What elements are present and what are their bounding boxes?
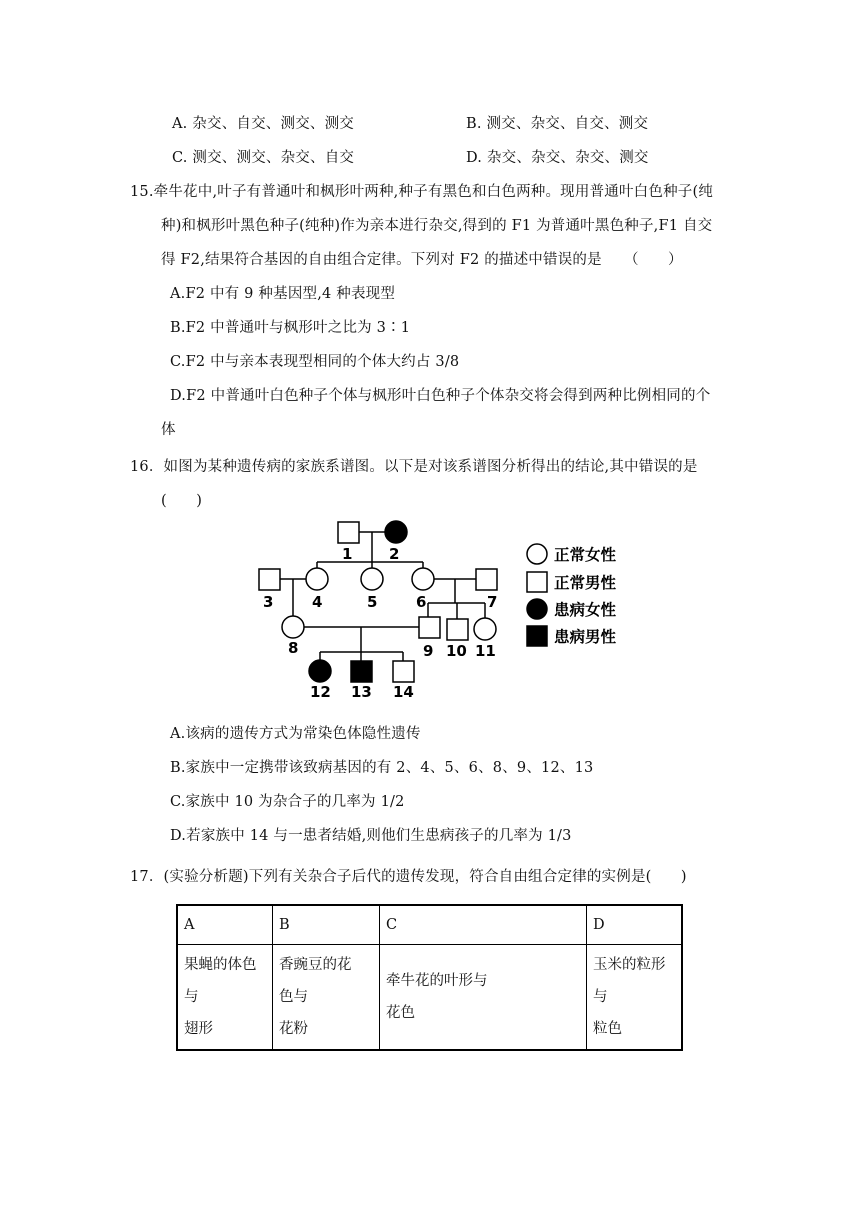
table-cell-c: [380, 945, 587, 1051]
individual-8: [282, 616, 304, 638]
individual-6: [412, 568, 434, 590]
table-row: [177, 945, 682, 1051]
legend-normal-female-symbol: [527, 544, 547, 564]
q16-stem-line2: ( ): [161, 493, 203, 509]
q15-stem-line3: 得 F2,结果符合基因的自由组合定律。下列对 F2 的描述中错误的是 （ ）: [161, 252, 683, 268]
q17-stem: 17．(实验分析题)下列有关杂合子后代的遗传发现，符合自由组合定律的实例是( ): [130, 869, 687, 885]
legend-normal-male-symbol: [527, 572, 547, 592]
cell-text: 玉米的粒形: [593, 957, 666, 973]
q15-option-b: B.F2 中普通叶与枫形叶之比为 3∶1: [170, 320, 411, 336]
pedigree-number-12: 12: [310, 683, 331, 701]
individual-7: [476, 569, 497, 590]
q16-option-b: B.家族中一定携带该致病基因的有 2、4、5、6、8、9、12、13: [170, 760, 594, 776]
q14-option-b: B. 测交、杂交、自交、测交: [466, 116, 649, 132]
pedigree-number-4: 4: [312, 593, 323, 611]
individual-12: [309, 660, 331, 682]
legend-affected-female-symbol: [527, 599, 547, 619]
pedigree-number-14: 14: [393, 683, 414, 701]
table-header-b: B: [273, 905, 380, 945]
individual-13: [351, 661, 372, 682]
legend-normal-female-label: 正常女性: [554, 546, 617, 564]
table-header-d: D: [587, 905, 683, 945]
q15-stem-line1: 15.牵牛花中,叶子有普通叶和枫形叶两种,种子有黑色和白色两种。现用普通叶白色种子(纯: [130, 184, 714, 200]
individual-11: [474, 618, 496, 640]
individual-10: [447, 619, 468, 640]
q16-option-a: A.该病的遗传方式为常染色体隐性遗传: [170, 726, 421, 742]
q16-option-c: C.家族中 10 为杂合子的几率为 1/2: [170, 794, 405, 810]
individual-1: [338, 522, 359, 543]
q16-stem-line1: 16．如图为某种遗传病的家族系谱图。以下是对该系谱图分析得出的结论,其中错误的是: [130, 459, 698, 475]
table-cell-b: [273, 945, 380, 1051]
q15-option-a: A.F2 中有 9 种基因型,4 种表现型: [170, 286, 396, 302]
q15-option-d-line2: 体: [161, 422, 176, 438]
individual-14: [393, 661, 414, 682]
pedigree-number-2: 2: [389, 545, 400, 563]
q16-option-d: D.若家族中 14 与一患者结婚,则他们生患病孩子的几率为 1/3: [170, 828, 572, 844]
pedigree-number-9: 9: [423, 642, 434, 660]
cell-text: 粒色: [593, 1021, 622, 1037]
q14-option-c: C. 测交、测交、杂交、自交: [172, 150, 355, 166]
cell-text: 色与: [279, 989, 308, 1005]
pedigree-number-8: 8: [288, 639, 299, 657]
cell-text: 与: [184, 989, 199, 1005]
table-cell-a: [177, 945, 273, 1051]
pedigree-chart: [250, 515, 650, 700]
table-cell-d: [587, 945, 683, 1051]
pedigree-svg: [250, 515, 650, 700]
q14-option-d: D. 杂交、杂交、杂交、测交: [466, 150, 649, 166]
legend-affected-male-label: 患病男性: [554, 628, 617, 646]
q15-option-d-line1: D.F2 中普通叶白色种子个体与枫形叶白色种子个体杂交将会得到两种比例相同的个: [170, 388, 711, 404]
q17-table: [176, 904, 683, 1051]
pedigree-number-6: 6: [416, 593, 427, 611]
q14-option-a: A. 杂交、自交、测交、测交: [172, 116, 354, 132]
individual-3: [259, 569, 280, 590]
table-header-c: C: [380, 905, 587, 945]
individual-9: [419, 617, 440, 638]
q15-option-c: C.F2 中与亲本表现型相同的个体大约占 3/8: [170, 354, 460, 370]
legend-affected-female-label: 患病女性: [554, 601, 617, 619]
individual-4: [306, 568, 328, 590]
individual-2: [385, 521, 407, 543]
pedigree-number-1: 1: [342, 545, 353, 563]
cell-text: 牵牛花的叶形与: [386, 973, 488, 989]
pedigree-number-3: 3: [263, 593, 274, 611]
legend-affected-male-symbol: [527, 626, 547, 646]
cell-text: 翅形: [184, 1021, 213, 1037]
cell-text: 与: [593, 989, 608, 1005]
pedigree-number-13: 13: [351, 683, 372, 701]
individual-5: [361, 568, 383, 590]
cell-text: 花粉: [279, 1021, 308, 1037]
pedigree-number-5: 5: [367, 593, 378, 611]
pedigree-number-7: 7: [487, 593, 498, 611]
table-header-row: [177, 905, 682, 945]
q15-stem-line2: 种)和枫形叶黑色种子(纯种)作为亲本进行杂交,得到的 F1 为普通叶黑色种子,F1 自交: [161, 218, 713, 234]
legend-normal-male-label: 正常男性: [554, 574, 617, 592]
cell-text: 香豌豆的花: [279, 957, 352, 973]
cell-text: 花色: [386, 1005, 415, 1021]
table-header-a: A: [177, 905, 273, 945]
pedigree-number-10: 10: [446, 642, 467, 660]
pedigree-number-11: 11: [475, 642, 496, 660]
cell-text: 果蝇的体色: [184, 957, 257, 973]
